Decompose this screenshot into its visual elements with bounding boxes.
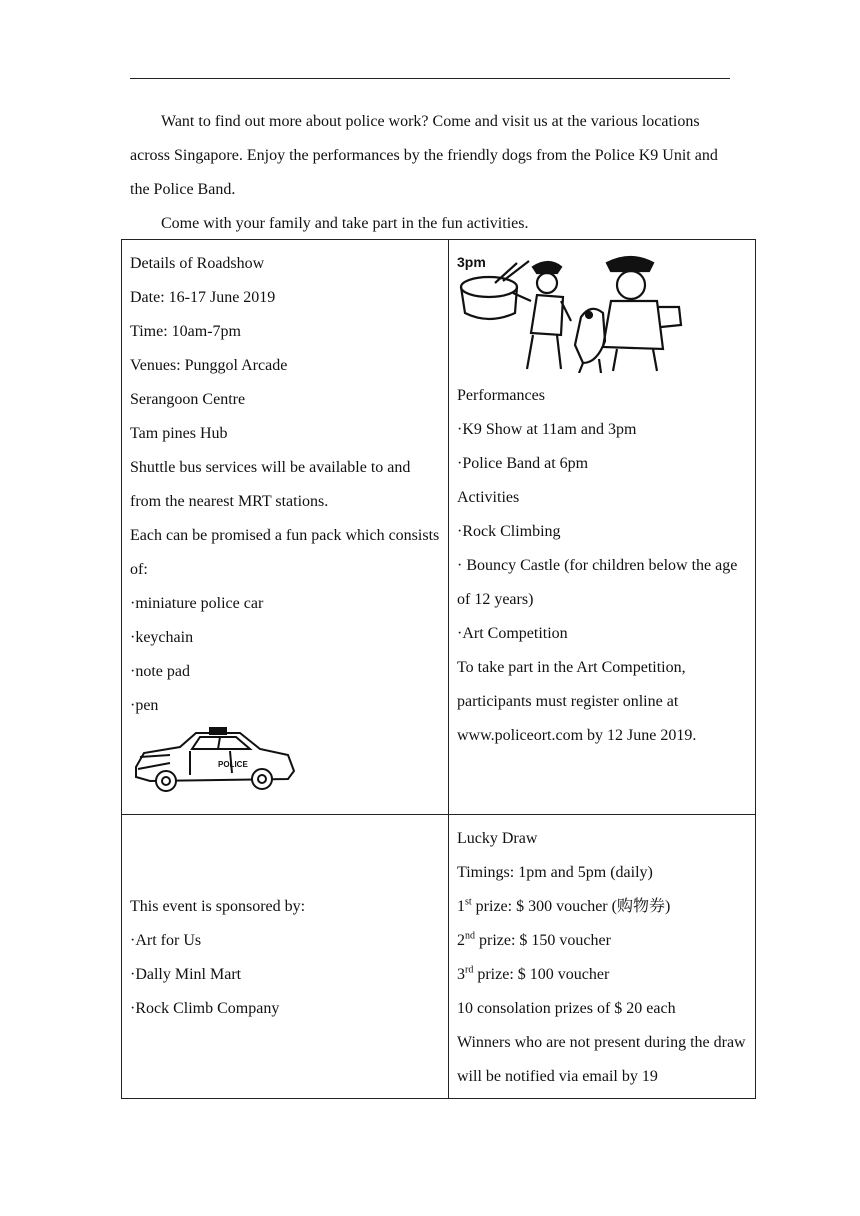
intro-paragraph-2: Come with your family and take part in the fun activities. — [161, 215, 529, 232]
activities-heading: Activities — [457, 489, 520, 506]
intro-text — [130, 105, 730, 241]
performance-item-2: ·Police Band at 6pm — [457, 455, 589, 472]
funpack-item-2: ·keychain — [130, 629, 194, 646]
svg-text:POLICE: POLICE — [218, 760, 248, 769]
details-venue-3: Tam pines Hub — [130, 425, 228, 442]
sponsor-item-2: ·Dally Minl Mart — [130, 966, 242, 983]
consolation-prizes: 10 consolation prizes of $ 20 each — [457, 1000, 676, 1017]
prize-1: 1st prize: $ 300 voucher (购物券) — [457, 896, 671, 915]
prize-3: 3rd prize: $ 100 voucher — [457, 964, 610, 983]
sponsors-heading: This event is sponsored by: — [130, 898, 306, 915]
performance-item-1: ·K9 Show at 11am and 3pm — [457, 421, 637, 438]
winners-note: Winners who are not present during the draw will be notified via email by 19 — [457, 1034, 746, 1085]
details-funpack: Each can be promised a fun pack which consists of: — [130, 527, 440, 578]
sponsors-cell — [122, 815, 449, 1099]
performances-heading: Performances — [457, 387, 545, 404]
details-heading: Details of Roadshow — [130, 255, 265, 272]
funpack-item-4: ·pen — [130, 697, 159, 714]
performances-activities-cell — [449, 240, 756, 815]
activity-item-3: ·Art Competition — [457, 625, 568, 642]
funpack-item-1: ·miniature police car — [130, 595, 264, 612]
police-band-and-dog-illustration — [457, 251, 697, 373]
details-cell — [122, 240, 449, 815]
details-time: Time: 10am-7pm — [130, 323, 241, 340]
lucky-draw-heading: Lucky Draw — [457, 830, 538, 847]
details-venue-1: Venues: Punggol Arcade — [130, 357, 288, 374]
header-rule — [130, 78, 730, 79]
activity-item-2: · Bouncy Castle (for children below the age of 12 years) — [457, 557, 738, 608]
art-competition-note: To take part in the Art Competition, participants must register online at www.policeort.com by 12 June 2019. — [457, 659, 697, 744]
details-shuttle: Shuttle bus services will be available to and from the nearest MRT stations. — [130, 459, 411, 510]
roadshow-table — [121, 239, 756, 1099]
funpack-item-3: ·note pad — [130, 663, 190, 680]
lucky-draw-timings: Timings: 1pm and 5pm (daily) — [457, 864, 653, 881]
lucky-draw-cell — [449, 815, 756, 1099]
intro-paragraph-1: Want to find out more about police work? Come and visit us at the various locations across Singapore. Enjoy the performances by the friendly dogs from the Police K9 Unit and the Police Band. — [130, 113, 718, 198]
svg-text:3pm: 3pm — [457, 254, 486, 270]
prize-2: 2nd prize: $ 150 voucher — [457, 930, 611, 949]
details-venue-2: Serangoon Centre — [130, 391, 246, 408]
sponsor-item-1: ·Art for Us — [130, 932, 202, 949]
activity-item-1: ·Rock Climbing — [457, 523, 561, 540]
police-car-illustration — [130, 727, 296, 793]
sponsor-item-3: ·Rock Climb Company — [130, 1000, 280, 1017]
details-date: Date: 16-17 June 2019 — [130, 289, 276, 306]
